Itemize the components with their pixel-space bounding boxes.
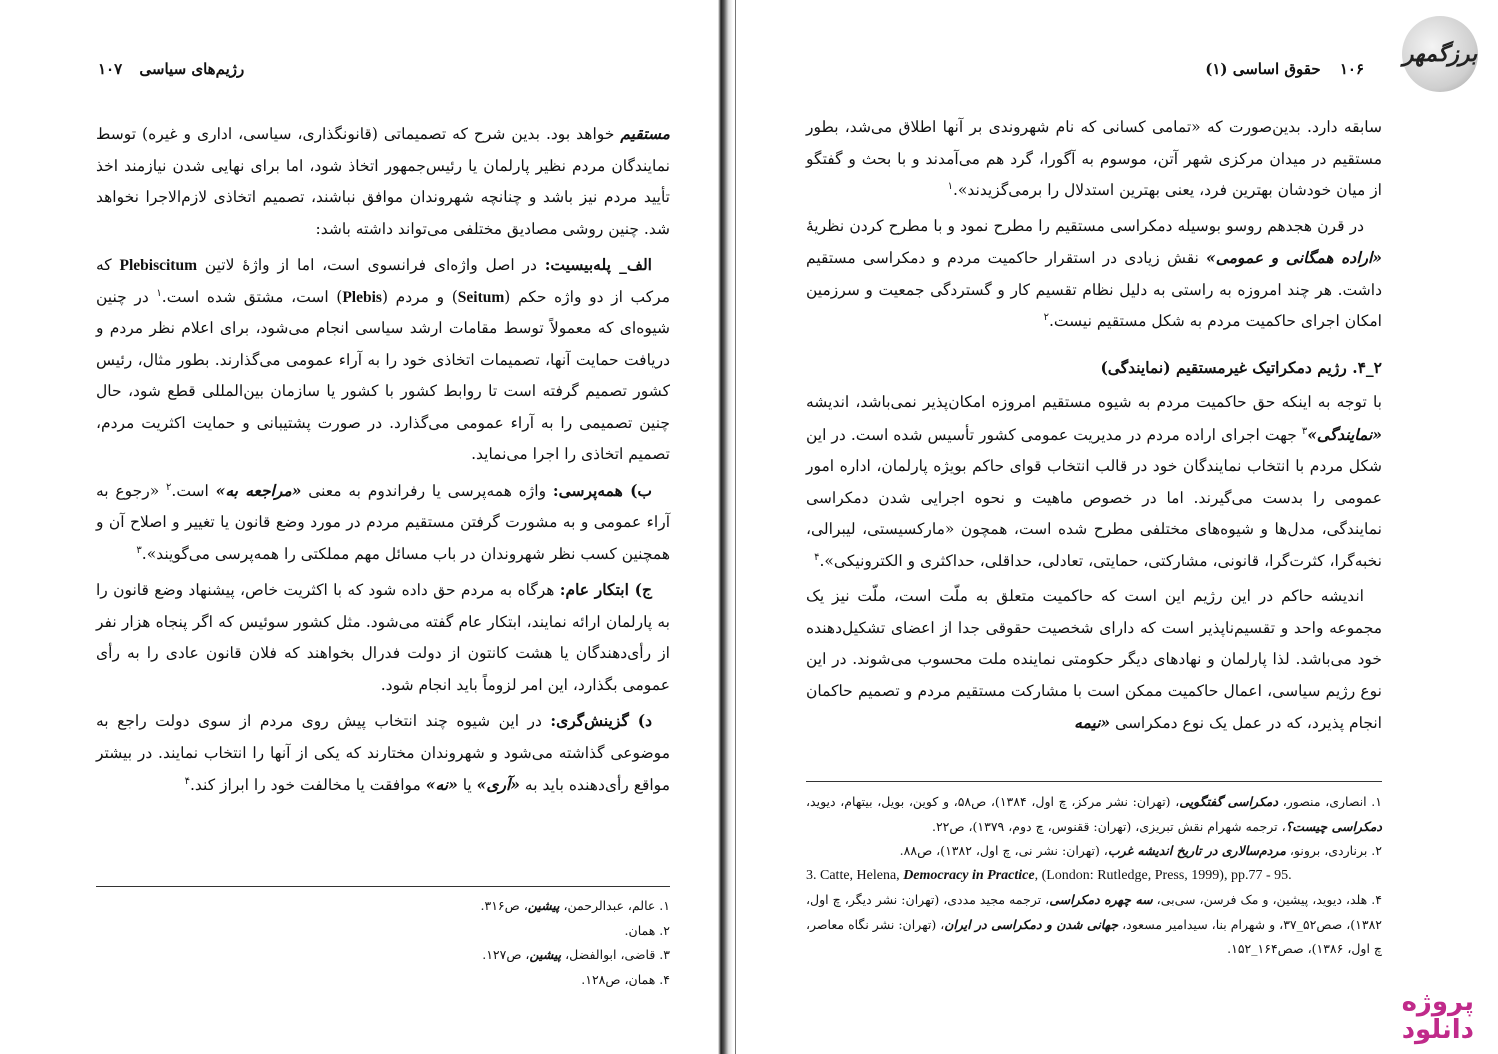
footnote-ref: ۴ bbox=[814, 551, 820, 563]
footnote-ref: ۳ bbox=[1301, 425, 1308, 437]
footnote-ref: ۴ bbox=[184, 775, 190, 787]
book-gutter bbox=[712, 0, 742, 1054]
right-page bbox=[742, 0, 1498, 1054]
left-page bbox=[0, 0, 712, 1054]
left-page-title: رژیم‌های سیاسی bbox=[139, 60, 245, 78]
footnote: ۱. انصاری، منصور، دمکراسی گفتگویی، (تهران: نشر مرکز، چ اول، ۱۳۸۴)، ص۵۸، و کوین، بویل، بیتهام، دیوید، دمکراسی چیست؟، ترجمه شهرام نقش تبریزی، (تهران: ققنوس، چ دوم، ۱۳۷۹)، ص۲۲. bbox=[806, 794, 1382, 834]
footnote: ۲. همان. bbox=[624, 922, 670, 938]
watermark-logo: پروژه دانلود bbox=[1401, 987, 1474, 1045]
right-page-header bbox=[1205, 60, 1376, 78]
footnote-divider bbox=[806, 781, 1382, 782]
footnote-ref: ۲ bbox=[166, 481, 172, 493]
section-heading: ۲_۴. رژیم دمکراتیک غیرمستقیم (نمایندگی) bbox=[1100, 357, 1382, 377]
left-page-number: ۱۰۷ bbox=[98, 60, 123, 78]
footnote-ref: ۱ bbox=[156, 287, 162, 299]
footnote: ۴. همان، ص۱۲۸. bbox=[581, 971, 670, 987]
paragraph-plebiscite: الف_ پله‌بیسیت: در اصل واژه‌ای فرانسوی است، اما از واژهٔ لاتین Plebiscitum که مرکب از دو واژه حکم (Seitum) و مردم (Plebis) است، مشتق شده است.$^۱$ در چنین شیوه‌ای که معمولاً توسط مقامات ارشد سیاسی انجام می‌شود، برای اعلام نظر مردم و دریافت حمایت آنها، تصمیمات اتخاذی خود را به آراء عمومی می‌گذارند. بطور مثال، رئیس کشور تصمیم گرفته است تا روابط کشور با کشور یا سازمان بین‌المللی قطع شود، حال چنین تصمیمی را به آراء عمومی می‌گذارد. در صورت پشتیبانی و حمایت اکثریت مردم، تصمیم اتخاذی را اجرا می‌نماید. bbox=[96, 255, 670, 463]
right-page-body bbox=[806, 112, 1382, 740]
footnote: ۴. هلد، دیوید، پیشین، و مک فرسن، سی‌بی، سه چهره دمکراسی، ترجمه مجید مددی، (تهران: نشر دیگر، چ اول، ۱۳۸۲)، صص۵۲_۳۷، و شهرام بنا، سیدامیر مسعود، جهانی شدن و دمکراسی در ایران، (تهران: نشر نگاه معاصر، چ اول، ۱۳۸۶)، صص۱۶۴_۱۵۲. bbox=[806, 892, 1383, 956]
footnote-ref: ۱ bbox=[947, 180, 953, 192]
footnote: 3. Catte, Helena, Democracy in Practice, (London: Rutledge, Press, 1999), pp.77 - 95. bbox=[806, 867, 1292, 883]
footnote: ۲. برناردی، برونو، مردم‌سالاری در تاریخ اندیشه غرب، (تهران: نشر نی، چ اول، ۱۳۸۲)، ص۸۸. bbox=[899, 843, 1382, 858]
footnote: ۱. عالم، عبدالرحمن، پیشین، ص۳۱۶. bbox=[480, 898, 670, 913]
gutter-line bbox=[735, 0, 736, 1054]
paragraph: مستقیم خواهد بود. بدین شرح که تصمیماتی (قانونگذاری، سیاسی، اداری و غیره) توسط نمایندگان مردم نظیر پارلمان یا رئیس‌جمهور اتخاذ شود، اما برای نهایی شدن نیازمند اخذ تأیید مردم نیز باشد و چنانچه شهروندان موافق نباشند، تصمیم اتخاذی لازم‌الاجرا نخواهد شد. چنین روشی مصادیق مختلفی می‌تواند داشته باشد: bbox=[96, 124, 670, 238]
footnote-divider bbox=[96, 886, 670, 887]
footnote-ref: ۲ bbox=[1043, 311, 1049, 323]
paragraph: با توجه به اینکه حق حاکمیت مردم به شیوه مستقیم امروزه امکان‌پذیر نمی‌باشد، اندیشه «نمایندگی»$^۳$ جهت اجرای اراده مردم در مدیریت عمومی کشور تأسیس شده است. در این شکل مردم با انتخاب نمایندگان خود در قالب انتخاب قوای حاکم بویژه پارلمان، اداره امور عمومی را بدست می‌گیرند. اما در خصوص ماهیت و نحوه اجرایی شدن دمکراسی نمایندگی، مدل‌ها و شیوه‌های مختلفی مطرح شده است، همچون «مارکسیستی، لیبرالی، نخبه‌گرا، کثرت‌گرا، قانونی، مشارکتی، حمایتی، تعادلی، حداقلی، حداکثری و الکترونیکی».$^۴$ bbox=[806, 393, 1382, 570]
right-page-footnotes bbox=[806, 790, 1382, 962]
paragraph-selection: د) گزینش‌گری: در این شیوه چند انتخاب پیش روی مردم از سوی دولت راجع به موضوعی گذاشته می‌شود و شهروندان مختارند که یکی از آنها را انتخاب نمایند. در بیشتر مواقع رأی‌دهنده باید به «آری» یا «نه» موافقت یا مخالفت خود را ابراز کند.$^۴$ bbox=[96, 711, 670, 794]
paragraph: اندیشه حاکم در این رژیم این است که حاکمیت متعلق به ملّت است، ملّت نیز یک مجموعه واحد و تقسیم‌ناپذیر است که دارای شخصیت حقوقی جدا از اعضای تشکیل‌دهنده خود می‌باشد. لذا پارلمان و نهادهای دیگر حکومتی نماینده ملت محسوب می‌شوند. در این نوع رژیم سیاسی، اعمال حاکمیت ممکن است با مشارکت مستقیم مردم و تصمیم حاکمان انجام پذیرد، که در عمل یک نوع دمکراسی «نیمه bbox=[806, 587, 1382, 732]
right-page-number: ۱۰۶ bbox=[1339, 60, 1364, 78]
paragraph-initiative: ج) ابتکار عام: هرگاه به مردم حق داده شود که با اکثریت خاص، پیشنهاد وضع قانون را به پارلمان ارائه نمایند، ابتکار عام گفته می‌شود. مثل کشور سوئیس که اگر پنجاه هزار نفر از رأی‌دهندگان یا هشت کانتون از دولت فدرال بخواهند که فلان قانون عادی را به رأی عمومی بگذارد، این امر لزوماً باید انجام شود. bbox=[96, 580, 670, 694]
right-page-title: حقوق اساسی (۱) bbox=[1205, 60, 1321, 78]
left-page-body bbox=[96, 118, 670, 802]
left-page-header bbox=[98, 60, 244, 78]
paragraph: در قرن هجدهم روسو بوسیله دمکراسی مستقیم را مطرح نمود و با مطرح کردن نظریهٔ «اراده همگانی و عمومی» نقش زیادی در استقرار حاکمیت مردم و دمکراسی مستقیم داشت. هر چند امروزه به راستی به دلیل نظام تقسیم کار و گستردگی جمعیت و سرزمین امکان اجرای حاکمیت مردم به شکل مستقیم نیست.$^۲$ bbox=[806, 216, 1382, 330]
paragraph: سابقه دارد. بدین‌صورت که «تمامی کسانی که نام شهروندی بر آنها اطلاق می‌شد، بطور مستقیم در میدان مرکزی شهر آتن، موسوم به آگورا، گرد هم می‌آمدند و با بحث و گفتگو از میان خودشان بهترین فرد، یعنی بهترین استدلال را برمی‌گزیدند».$^۱$ bbox=[806, 118, 1382, 199]
footnote-ref: ۳ bbox=[136, 544, 142, 556]
left-page-footnotes bbox=[96, 894, 670, 992]
footnote: ۳. قاضی، ابوالفضل، پیشین، ص۱۲۷. bbox=[482, 947, 670, 962]
paragraph-referendum: ب) همه‌پرسی: واژه همه‌پرسی یا رفراندوم به معنی «مراجعه به» است.$^۲$ «رجوع به آراء عمومی و به مشورت گرفتن مستقیم مردم در مورد وضع قانون یا تغییر و اصلاح آن و همچنین کسب نظر شهروندان در باب مسائل مهم مملکتی را همه‌پرسی می‌گویند».$^۳$ bbox=[96, 480, 670, 563]
publisher-logo: برزگمهر bbox=[1402, 16, 1478, 92]
